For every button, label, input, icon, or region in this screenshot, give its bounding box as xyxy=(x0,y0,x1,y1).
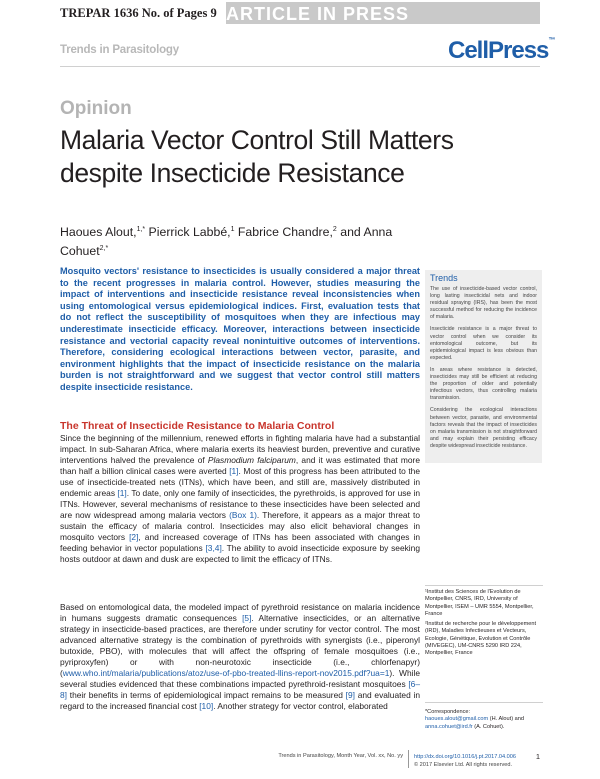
affiliation: ²Institut de recherche pour le développement (IRD), Maladies Infectieuses et Vecteurs, Ecologie, Génétique, Evolution et Contrôle (MIVEGEC), UM-CNRS 5290 IRD 224, Montpellier, France xyxy=(425,621,537,657)
email-link-alout[interactable]: haoues.alout@gmail.com xyxy=(425,716,489,723)
manuscript-reference: TREPAR 1636 No. of Pages 9 xyxy=(60,6,217,20)
citation-link[interactable]: www.who.int/malaria/publications/atoz/use-of-pbo-treated-llins-report-nov2015.pdf?ua=1 xyxy=(62,668,390,678)
citation-link[interactable]: [1] xyxy=(229,466,239,476)
body-text-run: their benefits in terms of epidemiological impact remains to be measured xyxy=(67,690,346,700)
correspondence xyxy=(425,702,543,731)
author-affiliation-mark: 1,* xyxy=(136,226,146,233)
author-affiliation-mark: 2,* xyxy=(99,244,109,252)
page-footer xyxy=(60,752,540,774)
trends-item: Insecticide resistance is a major threat to vector control when we consider its entomological outcome, but its epidemiological impact is less obvious than expected. xyxy=(430,326,537,361)
journal-name: Trends in Parasitology xyxy=(60,44,179,56)
body-text-run: . Alternative insecticides, or an alternative strategy in insecticide-based practices, are therefore under scrutiny for vector control. The most advanced alternative strategy is the combination of pyrethroids with synergists (i.e., piperonyl butoxide, PBO), with molecules that will affect the offspring of female mosquitoes (i.e., pyriproxyfen) or with non-neurotoxic insecticide (i.e., chlorfenapyr) ( xyxy=(60,613,420,678)
author-affiliation-mark: 1 xyxy=(230,226,235,233)
citation-link[interactable]: [9] xyxy=(345,690,355,700)
footer-citation: Trends in Parasitology, Month Year, Vol. xx, No. yy xyxy=(278,753,403,759)
trends-box xyxy=(425,270,542,463)
body-text-run: . To date, only one family of insecticides, the pyrethroids, is approved for use in ITNs. However, several mechanisms of resistance to these insecticides have been selected and are now widespread among malaria vectors xyxy=(60,488,420,520)
correspondence-label: *Correspondence: xyxy=(425,709,471,715)
citation-link[interactable]: [3,4] xyxy=(205,543,222,553)
cellpress-trademark: ™ xyxy=(548,37,556,44)
correspondence-divider xyxy=(425,702,543,703)
author-name: and Anna Cohuet xyxy=(60,225,393,258)
body-text-run: , and it was estimated that more than half a billion clinical cases were averted xyxy=(60,455,420,476)
body-text-run: Plasmodium falciparum xyxy=(207,455,296,465)
body-text-run: Since the beginning of the millennium, renewed efforts in fighting malaria have had a substantial impact. In sub-Saharan Africa, where malaria exerts its heaviest burden, preventive and curative interventions halved the prevalence of xyxy=(60,433,420,465)
citation-link[interactable]: [6–8] xyxy=(60,679,420,700)
trends-item: The use of insecticide-based vector control, long lasting insecticidal nets and indoor residual spraying (IRS), has been the most successful method for reducing the incidence of malaria. xyxy=(430,286,537,321)
header-divider xyxy=(60,66,540,67)
citation-link[interactable]: [1] xyxy=(117,488,127,498)
trends-heading: Trends xyxy=(430,273,458,283)
cellpress-logo-text: CellPress xyxy=(448,37,549,64)
body-text-run: , and increased coverage of ITNs has been associated with changes in feeding behavior in vector populations xyxy=(60,532,420,553)
footer-divider xyxy=(408,750,409,768)
copyright: © 2017 Elsevier Ltd. All rights reserved. xyxy=(414,762,513,768)
author-name: Fabrice Chandre, xyxy=(234,225,333,240)
body-text-run: . Another strategy for vector control, elaborated xyxy=(213,701,388,711)
citation-link[interactable]: [2] xyxy=(129,532,139,542)
body-text-run: . Therefore, it appears as a major threat to sustain the efficacy of malaria control. Insecticides may also elicit behavioral changes in mosquito vectors xyxy=(60,510,420,542)
article-title: Malaria Vector Control Still Matters despite Insecticide Resistance xyxy=(60,125,454,188)
section-heading: The Threat of Insecticide Resistance to Malaria Control xyxy=(60,420,335,432)
citation-link[interactable]: [10] xyxy=(199,701,214,711)
body-text-run: . Most of this progress has been attributed to the use of insecticide-treated nets (ITNs), which have been, and still are, massively distributed in endemic areas xyxy=(60,466,420,498)
body-paragraph-1 xyxy=(60,433,420,565)
footer-right xyxy=(414,753,516,769)
running-header xyxy=(60,2,540,24)
correspondence-details xyxy=(425,716,543,723)
affiliations xyxy=(425,585,543,661)
correspondence-details xyxy=(425,724,543,731)
author-name: Pierrick Labbé, xyxy=(145,225,231,240)
cellpress-logo xyxy=(448,37,555,65)
article-in-press-label: ARTICLE IN PRESS xyxy=(226,4,410,24)
correspondence-name: (A. Cohuet). xyxy=(472,723,505,730)
citation-link[interactable]: (Box 1) xyxy=(229,510,257,520)
author-affiliation-mark: 2 xyxy=(332,226,337,233)
affiliations-divider xyxy=(425,585,543,586)
body-text-run: . The ability to avoid insecticide exposure by seeking hosts outdoor at dawn and dusk are expected to limit the efficacy of ITNs. xyxy=(60,543,420,564)
article-in-press-banner xyxy=(226,2,540,24)
doi-link[interactable]: http://dx.doi.org/10.1016/j.pt.2017.04.006 xyxy=(414,754,517,760)
citation-link[interactable]: [5] xyxy=(242,613,252,623)
author-name: Haoues Alout, xyxy=(60,225,137,240)
body-paragraph-2 xyxy=(60,602,420,712)
body-text-run: Based on entomological data, the modeled impact of pyrethroid resistance on malaria incidence in humans suggests dramatic consequences xyxy=(60,602,420,623)
trends-item: Considering the ecological interactions between vector, parasite, and environmental factors reveals that the impact of insecticides on malaria transmission is not straightforward and may explain their persisting efficacy despite widespread insecticide resistance. xyxy=(430,407,537,449)
email-link-cohuet[interactable]: anna.cohuet@ird.fr xyxy=(425,723,473,730)
body-text-run: ). While several studies evidenced that these combinations impacted pyrethroid-resistant mosquitoes xyxy=(60,668,420,689)
trends-item: In areas where resistance is detected, insecticides may still be efficient at reducing the proportion of older and potentially infectious vectors, thus controlling malaria transmission. xyxy=(430,366,537,402)
body-text-run: and evaluated in regard to the increased financial cost xyxy=(60,690,420,711)
page-number: 1 xyxy=(535,752,540,761)
abstract: Mosquito vectors' resistance to insecticides is usually considered a major threat to the recent progresses in malaria control. However, studies measuring the impact of interventions and insecticide resistance reveal inconsistencies when using entomological versus epidemiological indices. First, evaluation tests that do not reflect the susceptibility of mosquitoes when they are infectious may underestimate insecticide efficacy. Moreover, interactions between insecticide resistance and vectorial capacity reveal nonintuitive outcomes of interventions. Therefore, considering ecological interactions between vector, parasite, and environment highlights that the impact of insecticide resistance on the malaria burden is not straightforward and we suggest that vector control still matters despite insecticide resistance. xyxy=(60,266,420,392)
correspondence-name: (H. Alout) and xyxy=(488,716,524,723)
affiliation: ¹Institut des Sciences de l'Evolution de Montpellier, CNRS, IRD, University of Montpellier, ISEM – UMR 5554, Montpellier, France xyxy=(425,589,534,617)
author-list xyxy=(60,222,400,259)
article-type: Opinion xyxy=(60,98,132,119)
